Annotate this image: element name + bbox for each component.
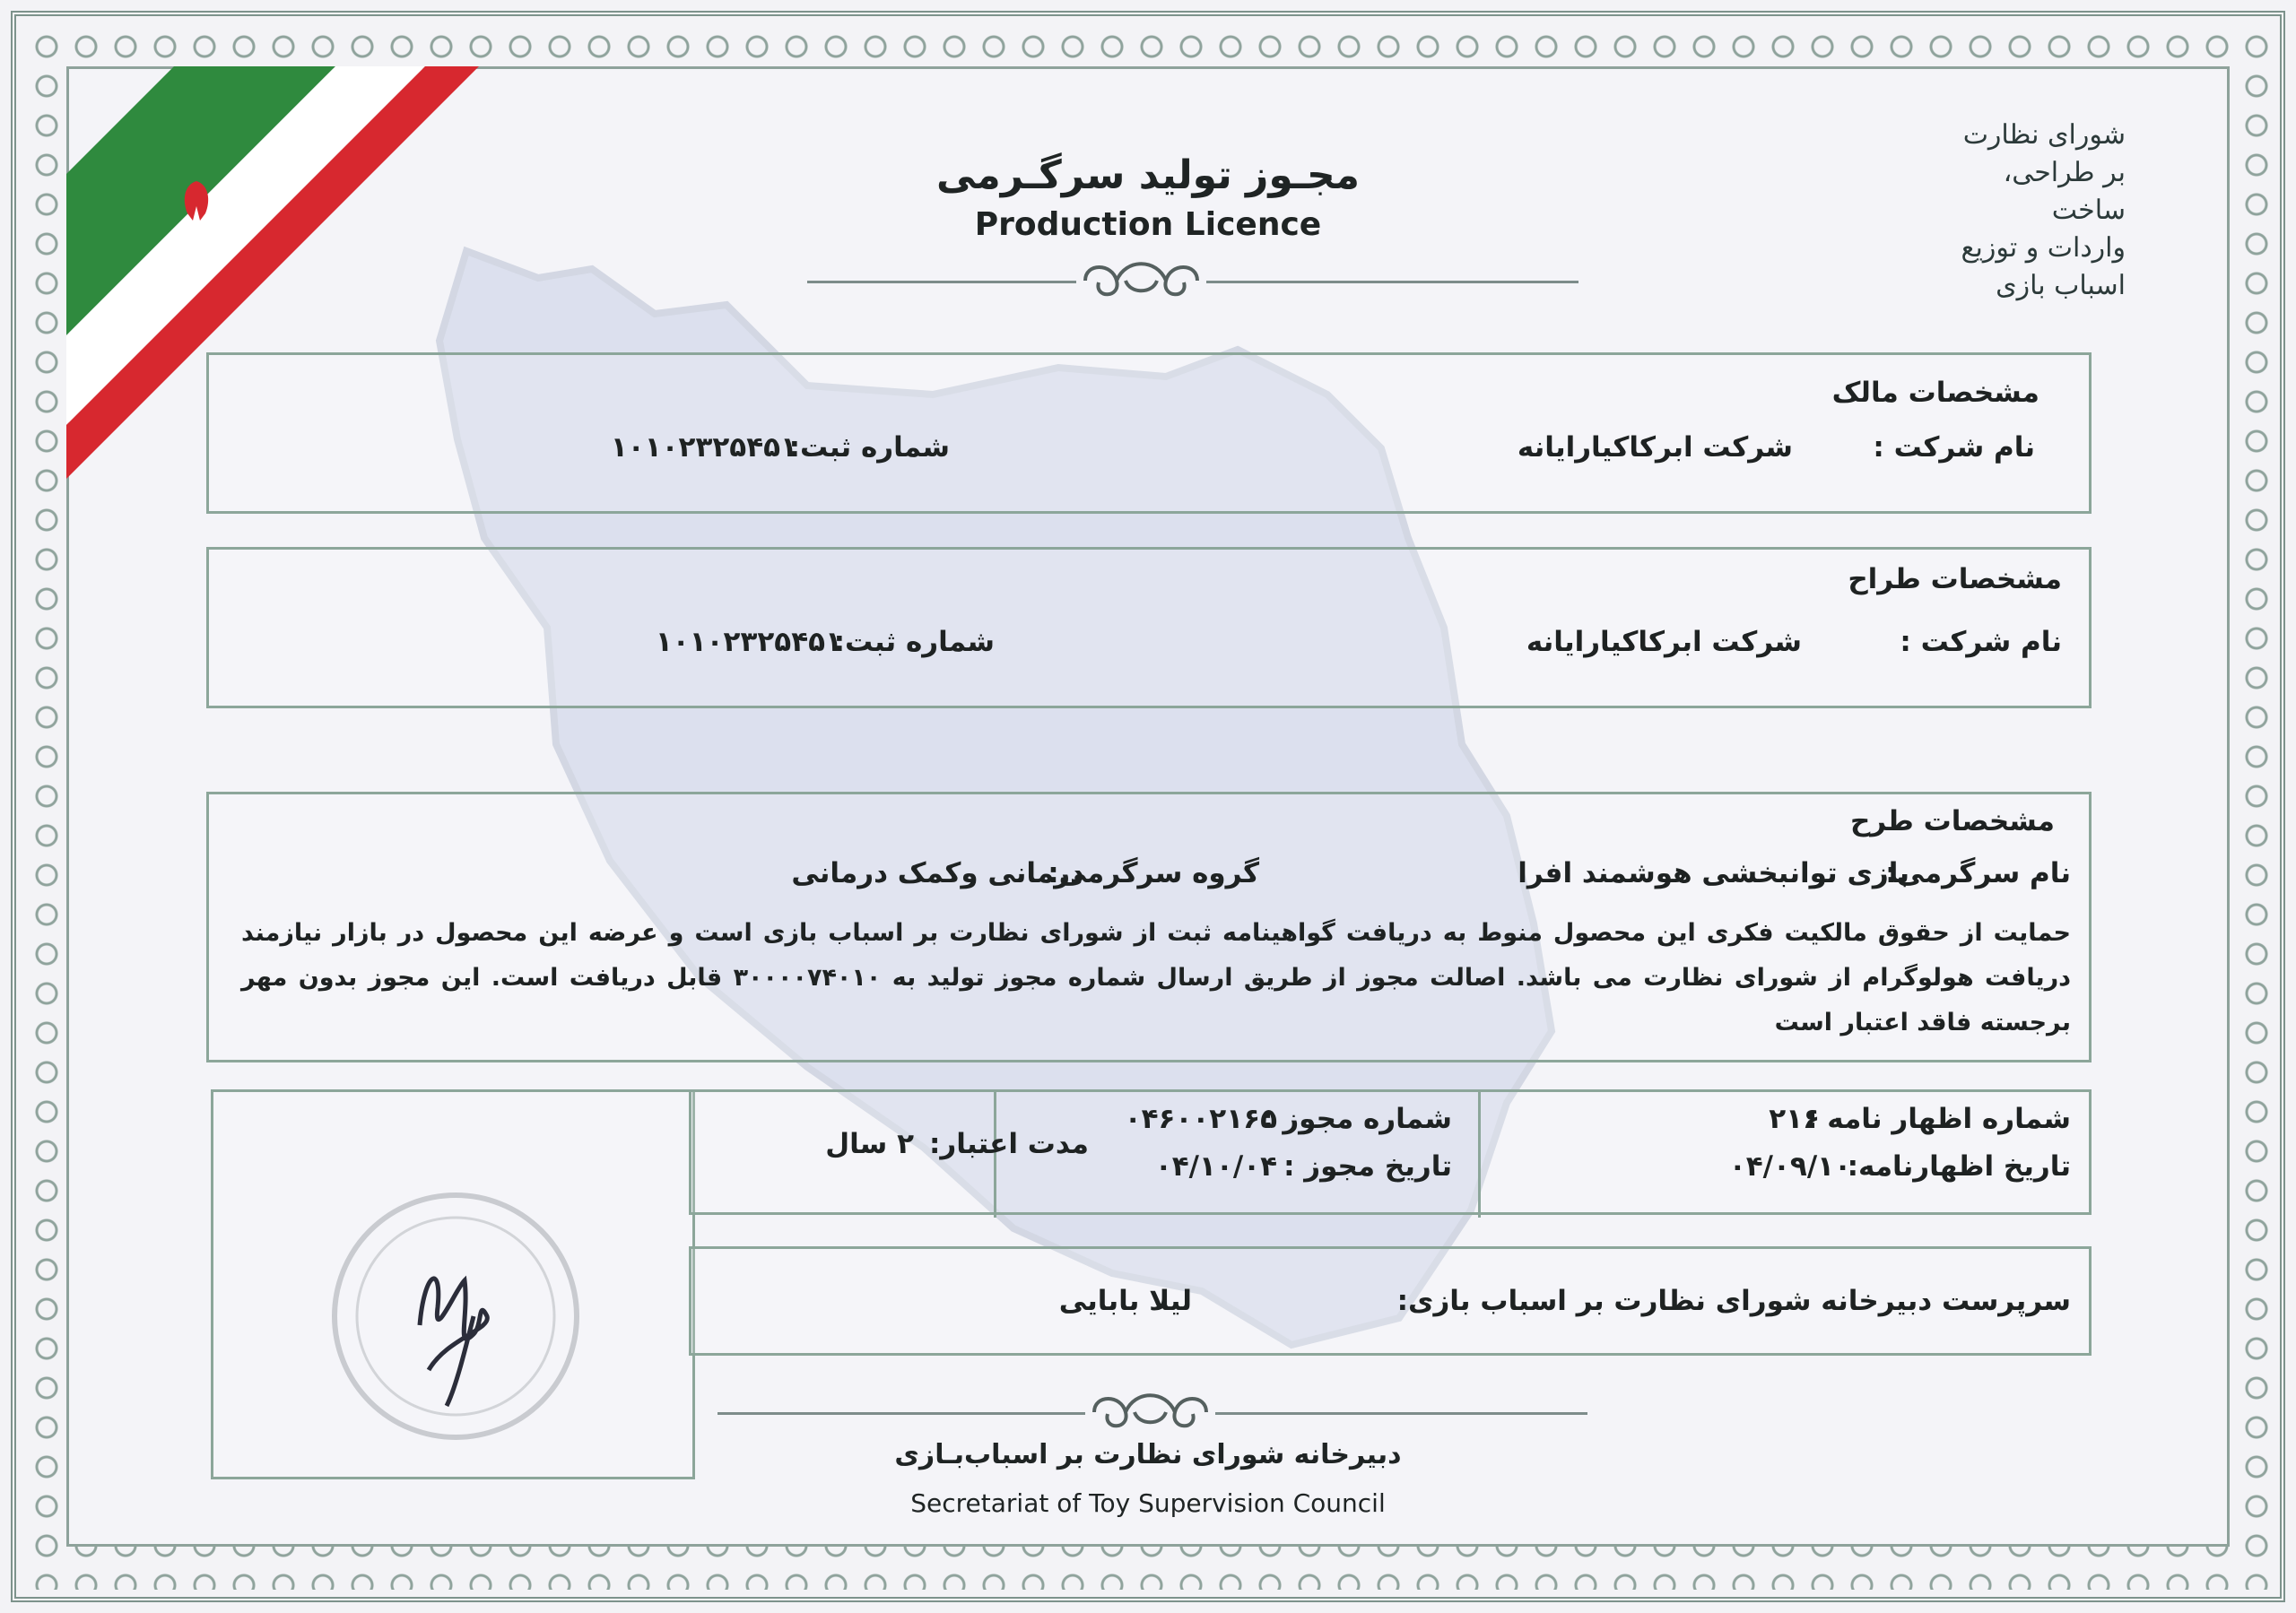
plan-heading: مشخصات طرح xyxy=(1849,805,2055,837)
seal-line: شورای نظارت xyxy=(1962,119,2126,151)
top-ornament xyxy=(807,254,1578,308)
designer-company-label: نام شرکت : xyxy=(1900,626,2062,658)
supervisor-row xyxy=(689,1246,2092,1356)
declaration-date-value: ۰۴/۰۹/۱۰ xyxy=(1728,1150,1851,1183)
declaration-date-label: تاریخ اظهارنامه: xyxy=(1847,1150,2071,1183)
plan-group-value: درمانی وکمک درمانی xyxy=(791,857,1084,889)
plan-name-label: نام سرگرمی: xyxy=(1885,857,2071,889)
signature-panel xyxy=(211,1089,695,1479)
stamp-and-signature xyxy=(321,1182,590,1451)
designer-heading: مشخصات طراح xyxy=(1848,563,2062,595)
bottom-ornament xyxy=(718,1385,1587,1439)
declaration-no-label: شماره اظهار نامه : xyxy=(1806,1103,2071,1135)
seal-line: واردات و توزیع xyxy=(1961,232,2126,264)
validity-label: مدت اعتبار: xyxy=(928,1128,1089,1160)
license-no-value: ۰۴۶۰۰۲۱۶۵ xyxy=(1124,1103,1277,1135)
license-date-label: تاریخ مجوز : xyxy=(1283,1150,1452,1183)
owner-reg-label: شماره ثبت: xyxy=(788,431,950,464)
supervisor-label: سرپرست دبیرخانه شورای نظارت بر اسباب بازی: xyxy=(1396,1285,2071,1317)
title-english: Production Licence xyxy=(974,206,1322,243)
title-persian: مجـوز تولید سرگـرمی xyxy=(936,152,1360,198)
plan-section xyxy=(206,792,2092,1062)
license-details-row xyxy=(689,1089,2092,1215)
ornament-scroll-icon xyxy=(1085,1385,1215,1439)
owner-reg-value: ۱۰۱۰۲۳۲۵۴۵۱ xyxy=(610,431,797,464)
owner-section xyxy=(206,352,2092,514)
supervisor-value: لیلا بابایی xyxy=(1058,1285,1192,1317)
seal-line: بر طراحی، ساخت xyxy=(2003,157,2126,226)
owner-heading: مشخصات مالک xyxy=(1831,377,2039,409)
designer-reg-label: شماره ثبت: xyxy=(833,626,995,658)
footer-english: Secretariat of Toy Supervision Council xyxy=(910,1488,1386,1518)
validity-value: ۲ سال xyxy=(825,1128,914,1160)
license-no-label: شماره مجوز : xyxy=(1262,1103,1452,1135)
designer-reg-value: ۱۰۱۰۲۳۲۵۴۵۱ xyxy=(655,626,842,658)
owner-company-label: نام شرکت : xyxy=(1873,431,2035,464)
designer-company-value: شرکت ابرکاکیارایانه xyxy=(1526,626,1802,658)
ornament-scroll-icon xyxy=(1076,254,1206,308)
seal-line: اسباب بازی xyxy=(1996,270,2126,301)
plan-name-value: بازی توانبخشی هوشمند افرا xyxy=(1518,857,1909,889)
declaration-no-value: ۲۱۶ xyxy=(1769,1103,1820,1135)
plan-paragraph: حمایت از حقوق مالکیت فکری این محصول منوط به دریافت گواهینامه ثبت از شورای نظارت بر اسباب بازی است و عرضه این محصول در بازار نیازمند دریافت هولوگرام از شورای نظارت می باشد. اصالت مجوز از طریق ارسال شماره مجوز تولید به ۳۰۰۰۰۷۴۰۱۰ قابل دریافت است. این مجوز بدون مهر برجسته فاقد اعتبار است xyxy=(241,919,2071,1036)
footer-persian: دبیرخانه شورای نظارت بر اسباب‌بـازی xyxy=(894,1439,1402,1470)
license-date-value: ۰۴/۱۰/۰۴ xyxy=(1154,1150,1277,1183)
owner-company-value: شرکت ابرکاکیارایانه xyxy=(1517,431,1793,464)
plan-group-label: گروه سرگرمی: xyxy=(1048,857,1259,889)
designer-section xyxy=(206,547,2092,708)
